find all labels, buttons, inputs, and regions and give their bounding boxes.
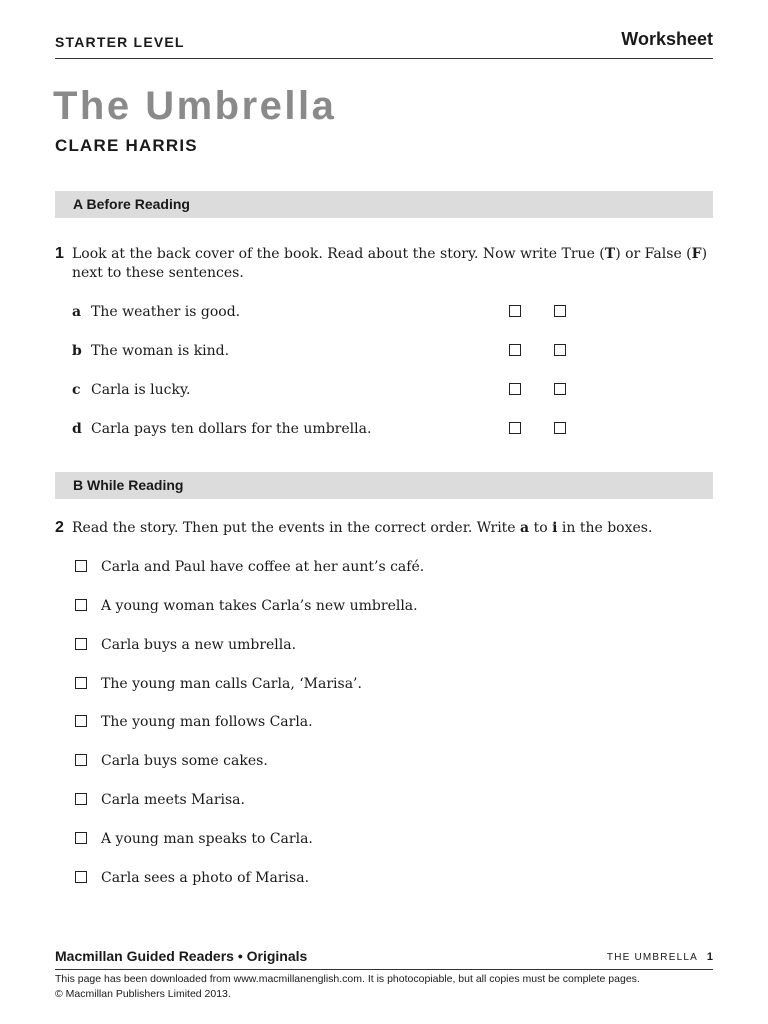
order-answer-box[interactable] — [75, 871, 87, 883]
event-text: Carla buys a new umbrella. — [101, 637, 297, 653]
order-answer-box[interactable] — [75, 793, 87, 805]
section-b-heading: B While Reading — [73, 477, 184, 493]
question-2-number: 2 — [55, 519, 64, 536]
statement-letter: a — [72, 304, 82, 320]
order-answer-box[interactable] — [75, 599, 87, 611]
event-text: Carla and Paul have coffee at her aunt’s café. — [101, 559, 425, 575]
section-a-heading-bar — [55, 191, 713, 218]
false-checkbox[interactable] — [554, 422, 566, 434]
section-a-heading: A Before Reading — [73, 196, 190, 212]
copyright-owner: © Macmillan Publishers Limited 2013. — [55, 988, 231, 1000]
event-item — [75, 831, 713, 851]
order-answer-box[interactable] — [75, 560, 87, 572]
series-name: Macmillan Guided Readers • Originals — [55, 948, 308, 964]
statement-letter: c — [72, 382, 81, 398]
event-item — [75, 714, 713, 734]
event-text: Carla meets Marisa. — [101, 792, 245, 808]
event-text: Carla sees a photo of Marisa. — [101, 870, 310, 886]
order-answer-box[interactable] — [75, 638, 87, 650]
event-item — [75, 559, 713, 579]
section-b-heading-bar — [55, 472, 713, 499]
false-checkbox[interactable] — [554, 344, 566, 356]
event-item — [75, 870, 713, 890]
page-number: 1 — [706, 951, 713, 963]
event-text: The young man calls Carla, ‘Marisa’. — [101, 676, 362, 692]
statement-text: Carla is lucky. — [91, 382, 191, 398]
statement-text: Carla pays ten dollars for the umbrella. — [91, 421, 372, 437]
page-title: The Umbrella — [53, 84, 337, 128]
footer-divider — [55, 969, 713, 970]
order-answer-box[interactable] — [75, 715, 87, 727]
event-text: The young man follows Carla. — [101, 714, 313, 730]
true-checkbox[interactable] — [509, 422, 521, 434]
author-name: CLARE HARRIS — [55, 136, 198, 155]
event-item — [75, 792, 713, 812]
running-title: THE UMBRELLA — [606, 952, 698, 963]
statement-a — [72, 304, 713, 324]
event-item — [75, 753, 713, 773]
question-1-number: 1 — [55, 245, 64, 262]
event-text: Carla buys some cakes. — [101, 753, 268, 769]
order-answer-box[interactable] — [75, 677, 87, 689]
statement-text: The weather is good. — [91, 304, 241, 320]
event-item — [75, 598, 713, 618]
copyright-notice: This page has been downloaded from www.macmillanenglish.com. It is photocopiable, but all copies must be complete pages. — [55, 973, 640, 985]
statement-letter: b — [72, 343, 82, 359]
statement-d — [72, 421, 713, 441]
false-checkbox[interactable] — [554, 383, 566, 395]
question-1-text: Look at the back cover of the book. Read about the story. Now write True (T) or False (F) next to these sentences. — [72, 246, 708, 281]
worksheet-label: Worksheet — [621, 29, 713, 49]
statement-text: The woman is kind. — [91, 343, 230, 359]
statement-c — [72, 382, 713, 402]
page-header — [55, 28, 713, 59]
false-checkbox[interactable] — [554, 305, 566, 317]
level-label: STARTER LEVEL — [55, 34, 185, 50]
event-text: A young man speaks to Carla. — [101, 831, 313, 847]
question-2-text: Read the story. Then put the events in the correct order. Write a to i in the boxes. — [72, 520, 653, 536]
statement-letter: d — [72, 421, 82, 437]
event-text: A young woman takes Carla’s new umbrella. — [101, 598, 418, 614]
true-checkbox[interactable] — [509, 305, 521, 317]
order-answer-box[interactable] — [75, 832, 87, 844]
true-checkbox[interactable] — [509, 344, 521, 356]
order-answer-box[interactable] — [75, 754, 87, 766]
true-checkbox[interactable] — [509, 383, 521, 395]
statement-b — [72, 343, 713, 363]
event-item — [75, 637, 713, 657]
event-item — [75, 676, 713, 696]
